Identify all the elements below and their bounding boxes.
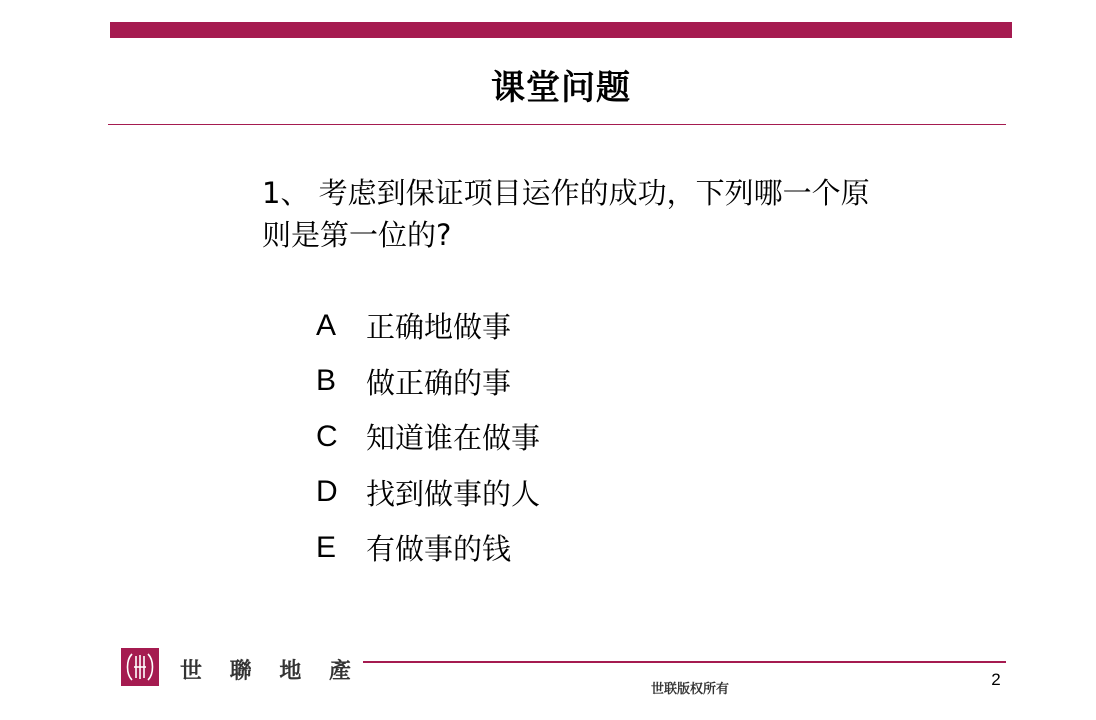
title-divider — [108, 124, 1006, 125]
shilian-logo-icon — [121, 648, 159, 686]
answer-option-c — [316, 409, 540, 465]
page-number: 2 — [991, 670, 1001, 689]
answer-option-d — [316, 465, 540, 521]
option-letter: E — [316, 530, 337, 564]
option-text: 做正确的事 — [366, 365, 512, 400]
footer-divider — [363, 661, 1006, 663]
option-letter: C — [316, 419, 338, 453]
slide-title: 课堂问题 — [491, 68, 631, 108]
option-text: 找到做事的人 — [366, 476, 541, 511]
copyright-notice: 世联版权所有 — [650, 682, 729, 697]
option-letter: B — [316, 364, 337, 398]
option-letter: A — [316, 308, 337, 342]
option-letter: D — [316, 475, 338, 509]
answer-option-a — [316, 298, 540, 354]
answer-option-e — [316, 520, 540, 576]
answer-option-b — [316, 354, 540, 410]
company-name: 世 聯 地 產 — [180, 659, 361, 684]
question-text: 1、 考虑到保证项目运作的成功，下列哪一个原则是第一位的? — [262, 176, 870, 252]
option-text: 知道谁在做事 — [366, 421, 541, 456]
option-text: 有做事的钱 — [366, 532, 512, 567]
option-text: 正确地做事 — [366, 310, 512, 345]
header-accent-bar — [110, 22, 1012, 38]
answer-options-list — [316, 298, 540, 576]
